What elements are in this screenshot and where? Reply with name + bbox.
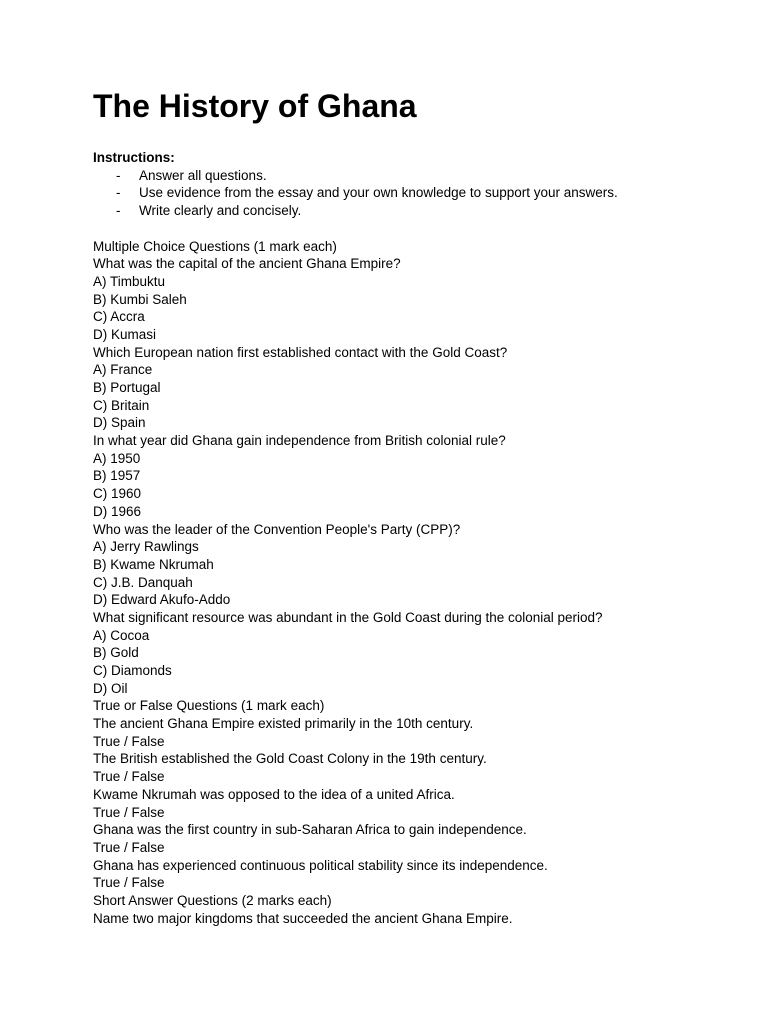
document-title: The History of Ghana: [93, 88, 417, 124]
answer-option: C) J.B. Danquah: [93, 574, 193, 590]
question-text: Which European nation first established contact with the Gold Coast?: [93, 344, 508, 360]
answer-option: C) 1960: [93, 486, 142, 502]
instruction-text: Use evidence from the essay and your own knowledge to support your answers.: [139, 185, 618, 201]
answer-option: A) Jerry Rawlings: [93, 539, 199, 555]
answer-option: B) Portugal: [93, 380, 161, 395]
answer-option: A) 1950: [93, 450, 141, 466]
answer-option: C) Britain: [93, 397, 150, 413]
true-false-option: True / False: [93, 769, 165, 785]
true-false-option: True / False: [93, 804, 165, 820]
answer-option: D) Kumasi: [93, 326, 157, 342]
bullet-dash: -: [116, 167, 121, 183]
question-text: Ghana was the first country in sub-Saharan Africa to gain independence.: [93, 822, 527, 838]
answer-option: A) Timbuktu: [93, 273, 166, 289]
section-heading: Multiple Choice Questions (1 mark each): [93, 238, 337, 254]
answer-option: D) 1966: [93, 503, 142, 519]
instruction-text: Write clearly and concisely.: [139, 203, 302, 219]
answer-option: C) Diamonds: [93, 663, 172, 678]
question-text: The ancient Ghana Empire existed primarily in the 10th century.: [93, 716, 474, 732]
answer-option: B) 1957: [93, 468, 141, 484]
answer-option: D) Oil: [93, 680, 128, 696]
question-text: Kwame Nkrumah was opposed to the idea of a united Africa.: [93, 786, 455, 802]
true-false-option: True / False: [93, 839, 165, 855]
question-text: The British established the Gold Coast Colony in the 19th century.: [93, 751, 487, 767]
question-text: Who was the leader of the Convention People's Party (CPP)?: [93, 521, 461, 537]
question-text: Name two major kingdoms that succeeded the ancient Ghana Empire.: [93, 910, 513, 926]
bullet-dash: -: [116, 185, 121, 201]
answer-option: B) Kumbi Saleh: [93, 291, 187, 307]
true-false-option: True / False: [93, 875, 165, 891]
instruction-text: Answer all questions.: [139, 167, 267, 183]
question-text: What was the capital of the ancient Ghana Empire?: [93, 256, 401, 272]
true-false-option: True / False: [93, 733, 165, 749]
answer-option: B) Gold: [93, 645, 139, 661]
answer-option: D) Spain: [93, 415, 146, 431]
question-list: [93, 238, 603, 928]
question-text: Ghana has experienced continuous political stability since its independence.: [93, 857, 548, 873]
answer-option: A) Cocoa: [93, 627, 150, 643]
instructions-heading: Instructions:: [93, 150, 175, 165]
section-heading: True or False Questions (1 mark each): [93, 698, 325, 714]
answer-option: A) France: [93, 362, 153, 378]
section-heading: Short Answer Questions (2 marks each): [93, 892, 332, 908]
answer-option: C) Accra: [93, 309, 145, 325]
question-text: What significant resource was abundant in the Gold Coast during the colonial period?: [93, 609, 603, 625]
bullet-dash: -: [116, 203, 121, 219]
question-text: In what year did Ghana gain independence from British colonial rule?: [93, 433, 506, 449]
answer-option: B) Kwame Nkrumah: [93, 556, 214, 572]
answer-option: D) Edward Akufo-Addo: [93, 592, 231, 608]
